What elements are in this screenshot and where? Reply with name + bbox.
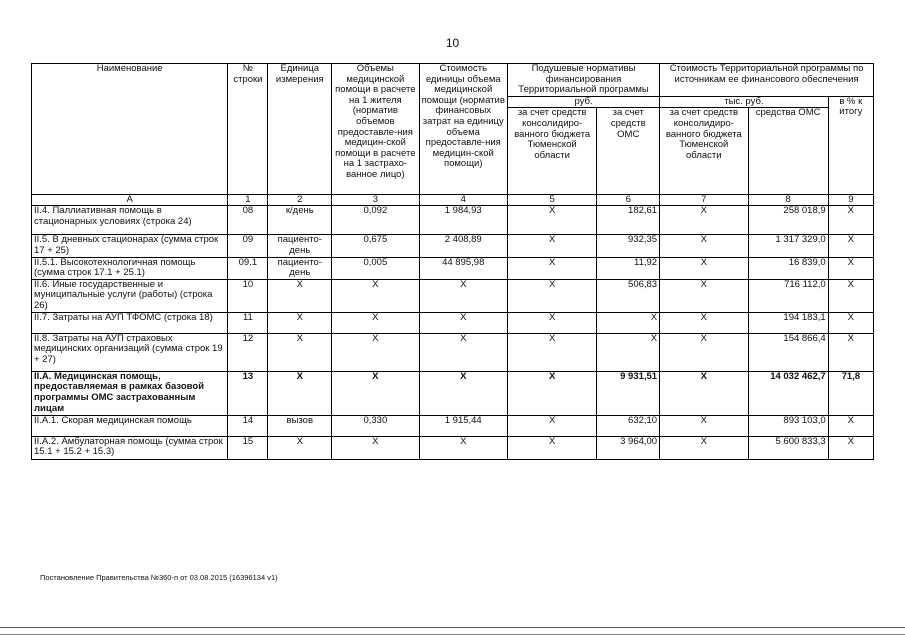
row-volume: 0,675 [332, 235, 419, 257]
table-row [32, 206, 874, 235]
header-row-no: № строки [228, 64, 268, 195]
col-index-2: 2 [268, 195, 332, 206]
row-cost: 1 984,93 [419, 206, 507, 235]
table-row [32, 436, 874, 459]
row-unit: вызов [268, 415, 332, 436]
header-oms-funds: средства ОМС [748, 108, 828, 195]
row-cost: Х [419, 333, 507, 371]
row-oms-total: 14 032 462,7 [748, 371, 828, 415]
header-cost: Стоимость единицы объема медицинской помощи (норматив финансовых затрат на единицу объема предоставле-ния медицин-ской помощи) [419, 64, 507, 195]
row-name: II.А.1. Скорая медицинская помощь [32, 415, 228, 436]
row-number: 14 [228, 415, 268, 436]
row-oms-total: 154 866,4 [748, 333, 828, 371]
header-territorial-cost: Стоимость Территориальной программы по источникам ее финансового обеспечения [660, 64, 874, 97]
row-budget-total: Х [660, 257, 748, 279]
scan-edge-line [0, 634, 905, 635]
row-unit: пациенто-день [268, 235, 332, 257]
row-name: II.А.2. Амбулаторная помощь (сумма строк 15.1 + 15.2 + 15.3) [32, 436, 228, 459]
row-number: 13 [228, 371, 268, 415]
row-oms-total: 194 183,1 [748, 312, 828, 333]
col-index-3: 3 [332, 195, 419, 206]
header-per-capita: Подушевые нормативы финансирования Территориальной программы [507, 64, 659, 97]
row-volume: 0,330 [332, 415, 419, 436]
row-budget: Х [507, 235, 596, 257]
row-pct-total: Х [828, 206, 873, 235]
row-name: II.А. Медицинская помощь, предоставляемая в рамках базовой программы ОМС застрахованным лицам [32, 371, 228, 415]
header-oms: за счет средств ОМС [597, 108, 660, 195]
row-unit: Х [268, 279, 332, 312]
row-budget: Х [507, 206, 596, 235]
table-row [32, 279, 874, 312]
row-budget-total: Х [660, 206, 748, 235]
row-cost: 44 895,98 [419, 257, 507, 279]
col-index-1: 1 [228, 195, 268, 206]
scan-edge-line [0, 627, 905, 628]
row-number: 11 [228, 312, 268, 333]
col-index-7: 7 [660, 195, 748, 206]
header-row-1 [32, 64, 874, 97]
row-pct-total: Х [828, 436, 873, 459]
row-budget-total: Х [660, 279, 748, 312]
page-number: 10 [445, 36, 460, 50]
row-oms: Х [597, 312, 660, 333]
row-budget: Х [507, 279, 596, 312]
header-budget-2: за счет средств консолидиро-ванного бюджета Тюменской области [660, 108, 748, 195]
row-oms-total: 258 018,9 [748, 206, 828, 235]
row-pct-total: Х [828, 415, 873, 436]
row-oms: 932,35 [597, 235, 660, 257]
table-row [32, 333, 874, 371]
row-pct-total: Х [828, 279, 873, 312]
row-number: 08 [228, 206, 268, 235]
table-row [32, 415, 874, 436]
row-name: II.8. Затраты на АУП страховых медицинских организаций (сумма строк 19 + 27) [32, 333, 228, 371]
row-name: II.7. Затраты на АУП ТФОМС (строка 18) [32, 312, 228, 333]
row-number: 15 [228, 436, 268, 459]
row-oms: 11,92 [597, 257, 660, 279]
row-budget-total: Х [660, 371, 748, 415]
row-unit: Х [268, 436, 332, 459]
row-oms-total: 16 839,0 [748, 257, 828, 279]
col-index-9: 9 [828, 195, 873, 206]
row-cost: 1 915,44 [419, 415, 507, 436]
row-oms-total: 1 317 329,0 [748, 235, 828, 257]
header-unit: Единица измерения [268, 64, 332, 195]
row-budget-total: Х [660, 235, 748, 257]
row-volume: 0,005 [332, 257, 419, 279]
header-thous-rub: тыс. руб. [660, 96, 829, 108]
header-rub: руб. [507, 96, 659, 108]
row-pct-total: Х [828, 333, 873, 371]
row-volume: Х [332, 333, 419, 371]
row-oms-total: 893 103,0 [748, 415, 828, 436]
row-budget: Х [507, 371, 596, 415]
row-name: II.5. В дневных стационарах (сумма строк 17 + 25) [32, 235, 228, 257]
row-unit: Х [268, 312, 332, 333]
row-volume: Х [332, 436, 419, 459]
header-name: Наименование [32, 64, 228, 195]
row-oms: 506,83 [597, 279, 660, 312]
table-row [32, 371, 874, 415]
row-name: II.5.1. Высокотехнологичная помощь (сумма строк 17.1 + 25.1) [32, 257, 228, 279]
row-unit: Х [268, 371, 332, 415]
header-volume: Объемы медицинской помощи в расчете на 1 жителя (норматив объемов предоставле-ния медицин-ской помощи в расчете на 1 застрахо-ванное лицо) [332, 64, 419, 195]
col-index-4: 4 [419, 195, 507, 206]
col-index-6: 6 [597, 195, 660, 206]
row-budget: Х [507, 257, 596, 279]
table-row [32, 257, 874, 279]
row-volume: Х [332, 371, 419, 415]
row-volume: Х [332, 279, 419, 312]
table-row [32, 312, 874, 333]
row-budget-total: Х [660, 312, 748, 333]
row-name: II.6. Иные государственные и муниципальные услуги (работы) (строка 26) [32, 279, 228, 312]
row-budget: Х [507, 436, 596, 459]
row-number: 10 [228, 279, 268, 312]
row-pct-total: Х [828, 312, 873, 333]
row-cost: Х [419, 436, 507, 459]
row-number: 09 [228, 235, 268, 257]
document-footer: Постановление Правительства №360-п от 03.08.2015 (16396134 v1) [40, 573, 278, 582]
row-pct-total: Х [828, 235, 873, 257]
row-unit: к/день [268, 206, 332, 235]
row-unit: Х [268, 333, 332, 371]
col-index-5: 5 [507, 195, 596, 206]
row-budget: Х [507, 415, 596, 436]
row-cost: Х [419, 312, 507, 333]
col-index-a: А [32, 195, 228, 206]
row-budget-total: Х [660, 436, 748, 459]
row-pct-total: Х [828, 257, 873, 279]
row-oms: 182,61 [597, 206, 660, 235]
row-unit: пациенто-день [268, 257, 332, 279]
row-oms-total: 5 600 833,3 [748, 436, 828, 459]
row-budget: Х [507, 312, 596, 333]
row-volume: Х [332, 312, 419, 333]
row-cost: Х [419, 371, 507, 415]
row-pct-total: 71,8 [828, 371, 873, 415]
row-name: II.4. Паллиативная помощь в стационарных условиях (строка 24) [32, 206, 228, 235]
column-index-row [32, 195, 874, 206]
row-number: 12 [228, 333, 268, 371]
row-oms-total: 716 112,0 [748, 279, 828, 312]
row-volume: 0,092 [332, 206, 419, 235]
table-row [32, 235, 874, 257]
row-oms: 3 964,00 [597, 436, 660, 459]
row-cost: Х [419, 279, 507, 312]
header-budget: за счет средств консолидиро-ванного бюджета Тюменской области [507, 108, 596, 195]
financing-table [31, 63, 874, 460]
col-index-8: 8 [748, 195, 828, 206]
row-oms: 632,10 [597, 415, 660, 436]
row-budget: Х [507, 333, 596, 371]
header-pct-total: в % к итогу [828, 96, 873, 195]
row-budget-total: Х [660, 415, 748, 436]
row-oms: 9 931,51 [597, 371, 660, 415]
row-oms: Х [597, 333, 660, 371]
row-cost: 2 408,89 [419, 235, 507, 257]
row-budget-total: Х [660, 333, 748, 371]
row-number: 09.1 [228, 257, 268, 279]
